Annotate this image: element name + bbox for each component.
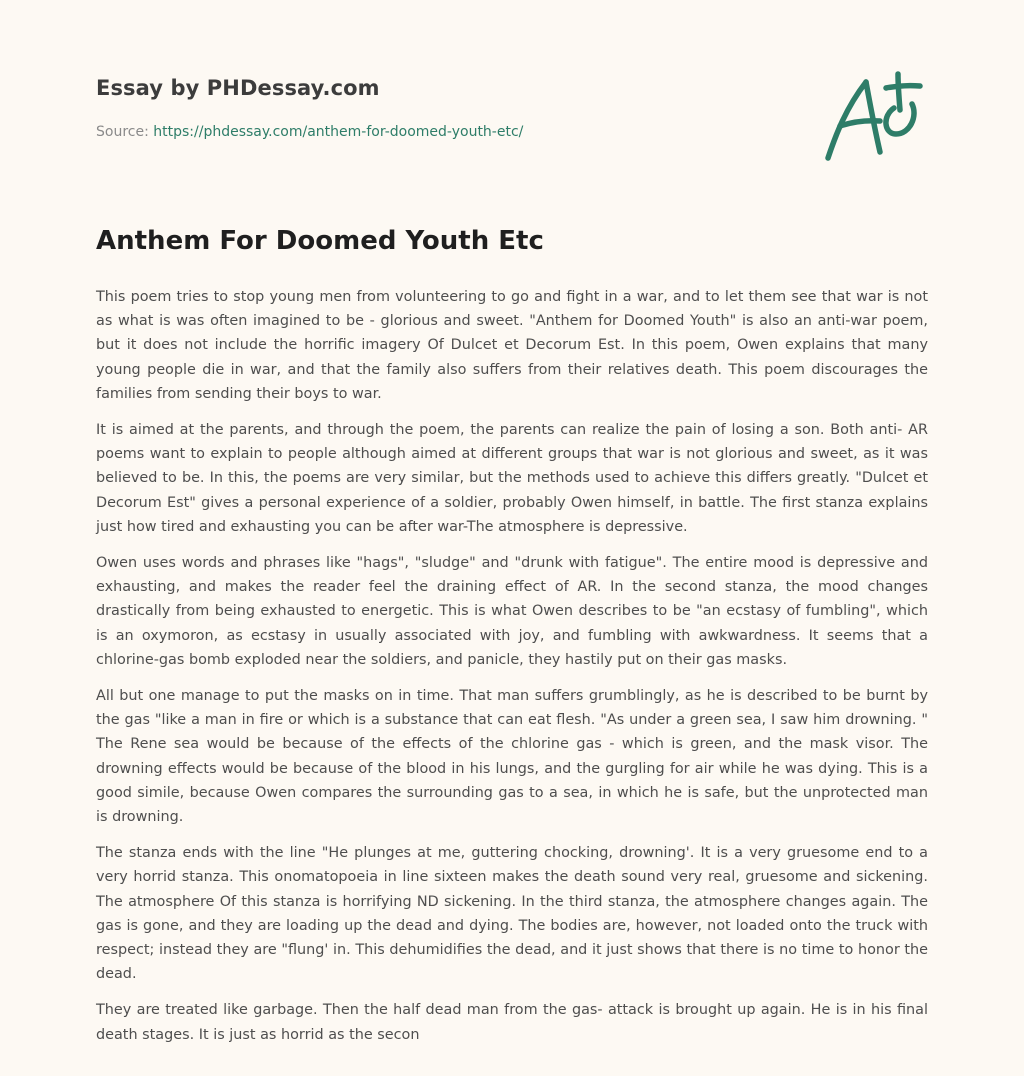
essay-body (96, 285, 928, 1059)
source-line (96, 124, 523, 140)
essay-paragraph: This poem tries to stop young men from volunteering to go and fight in a war, and to let them see that war is not as what is was often imagined to be - glorious and sweet. "Anthem for Doomed Youth" is also an anti-war poem, but it does not include the horrific imagery Of Dulcet et Decorum Est. In this poem, Owen explains that many young people die in war, and that the family also suffers from their relatives death. This poem discourages the families from sending their boys to war. (96, 289, 928, 402)
essay-paragraph: It is aimed at the parents, and through the poem, the parents can realize the pain of losing a son. Both anti- AR poems want to explain to people although aimed at different groups that war is not glorious and sweet, as it was believed to be. In this, the poems are very similar, but the methods used to achieve this differs greatly. "Dulcet et Decorum Est" gives a personal experience of a soldier, probably Owen himself, in battle. The first stanza explains just how tired and exhausting you can be after war-The atmosphere is depressive. (96, 422, 928, 535)
source-link[interactable]: https://phdessay.com/anthem-for-doomed-youth-etc/ (153, 124, 524, 140)
source-label: Source: (96, 124, 154, 140)
essay-paragraph: Owen uses words and phrases like "hags", "sludge" and "drunk with fatigue". The entire mood is depressive and exhausting, and makes the reader feel the draining effect of AR. In the second stanza, the mood changes drastically from being exhausted to energetic. This is what Owen describes to be "an ecstasy of fumbling", which is an oxymoron, as ecstasy in usually associated with joy, and fumbling with awkwardness. It seems that a chlorine-gas bomb exploded near the soldiers, and panicle, they hastily put on their gas masks. (96, 555, 928, 668)
a-plus-grade-icon (822, 64, 926, 168)
essay-paragraph: The stanza ends with the line "He plunges at me, guttering chocking, drowning'. It is a very gruesome end to a very horrid stanza. This onomatopoeia in line sixteen makes the death sound very real, gruesome and sickening. The atmosphere Of this stanza is horrifying ND sickening. In the third stanza, the atmosphere changes again. The gas is gone, and they are loading up the dead and dying. The bodies are, however, not loaded onto the truck with respect; instead they are "flung' in. This dehumidifies the dead, and it just shows that there is no time to honor the dead. (96, 845, 928, 983)
essay-paragraph: They are treated like garbage. Then the half dead man from the gas- attack is brought up again. He is in his final death stages. It is just as horrid as the secon (96, 1002, 928, 1043)
essay-title: Anthem For Doomed Youth Etc (96, 226, 544, 256)
essay-paragraph: All but one manage to put the masks on in time. That man suffers grumblingly, as he is described to be burnt by the gas "like a man in fire or which is a substance that can eat flesh. "As under a green sea, I saw him drowning. " The Rene sea would be because of the effects of the chlorine gas - which is green, and the mask visor. The drowning effects would be because of the blood in his lungs, and the gurgling for air while he was dying. This is a good simile, because Owen compares the surrounding gas to a sea, in which he is safe, but the unprotected man is drowning. (96, 688, 928, 826)
site-brand: Essay by PHDessay.com (96, 76, 380, 100)
